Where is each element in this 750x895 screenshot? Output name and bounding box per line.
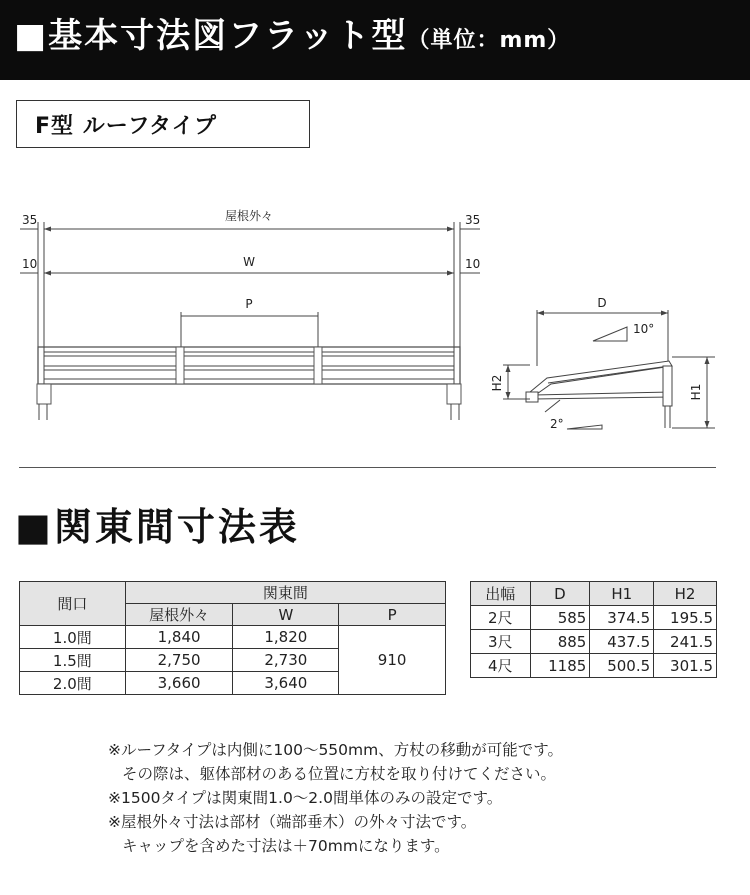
cell-projection: 4尺 [471,654,531,678]
table-row [471,630,717,654]
projection-size-table [470,581,717,678]
cell-h2: 241.5 [654,630,717,654]
dim-w-label: W [243,255,255,269]
cell-d: 1185 [530,654,590,678]
cell-h2: 195.5 [654,606,717,630]
notes-block [108,738,563,858]
note-line: キャップを含めた寸法は＋70mmになります。 [122,837,450,855]
header-p: P [339,604,446,626]
dim-outer-label: 屋根外々 [224,209,274,223]
cell-outer: 1,840 [125,626,233,649]
cell-d: 885 [530,630,590,654]
header-kanto: 関東間 [125,582,445,604]
front-view [20,208,480,420]
cell-projection: 2尺 [471,606,531,630]
header-h2: H2 [654,582,717,606]
cell-h1: 500.5 [590,654,654,678]
dim-w-right: 10 [465,257,481,271]
section-title: ■関東間寸法表 [15,505,300,549]
cell-maguchi: 2.0間 [20,672,126,695]
cell-h1: 374.5 [590,606,654,630]
header-d: D [530,582,590,606]
cell-h2: 301.5 [654,654,717,678]
cell-maguchi: 1.5間 [20,649,126,672]
table-row [471,606,717,630]
cell-w: 2,730 [233,649,339,672]
cell-d: 585 [530,606,590,630]
table-row [20,626,446,649]
kanto-dimension-table [19,581,446,695]
side-view [490,296,715,431]
dim-w-left: 10 [22,257,38,271]
header-w: W [233,604,339,626]
cell-outer: 3,660 [125,672,233,695]
note-line: ※1500タイプは関東間1.0〜2.0間単体のみの設定です。 [108,789,503,807]
table-row [471,654,717,678]
dim-p-label: P [245,297,253,311]
cell-maguchi: 1.0間 [20,626,126,649]
header-h1: H1 [590,582,654,606]
note-line: ※ルーフタイプは内側に100〜550mm、方杖の移動が可能です。 [108,741,563,759]
cell-w: 3,640 [233,672,339,695]
note-line: その際は、躯体部材のある位置に方杖を取り付けてください。 [122,765,557,783]
angle-10-label: 10° [633,322,655,336]
unit-label: （単位：mm） [407,28,571,53]
dim-h1-label: H1 [689,383,703,401]
dim-d-label: D [597,296,607,310]
title-text: ■基本寸法図フラット型 [14,16,408,56]
note-line: ※屋根外々寸法は部材（端部垂木）の外々寸法です。 [108,813,477,831]
dim-h2-label: H2 [490,374,504,392]
header-outer: 屋根外々 [125,604,233,626]
angle-2-label: 2° [550,417,564,431]
cell-h1: 437.5 [590,630,654,654]
type-label: F型 ルーフタイプ [35,114,217,139]
dim-outer-left: 35 [22,213,38,227]
cell-outer: 2,750 [125,649,233,672]
cell-w: 1,820 [233,626,339,649]
dim-outer-right: 35 [465,213,481,227]
cell-p: 910 [339,626,446,695]
section-divider [19,467,716,468]
header-maguchi: 間口 [20,582,126,626]
cell-projection: 3尺 [471,630,531,654]
header-projection: 出幅 [471,582,531,606]
